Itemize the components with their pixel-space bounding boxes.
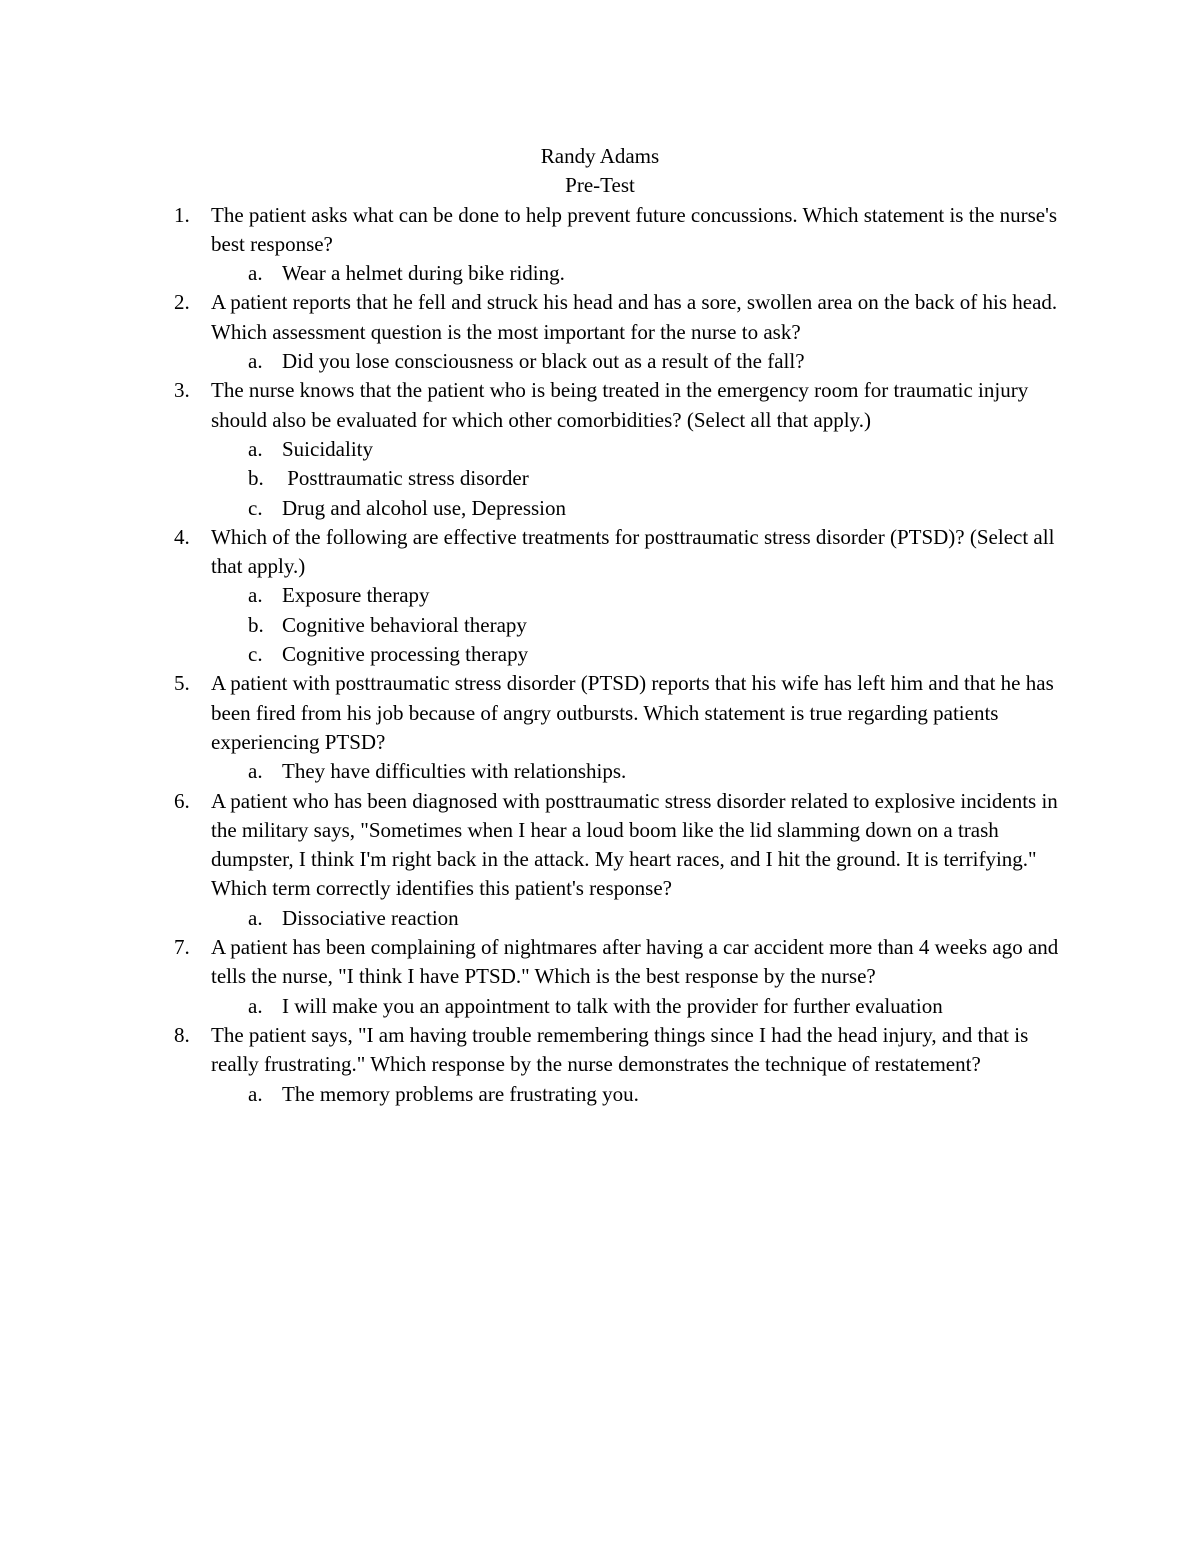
answer-item [0, 757, 1200, 786]
answer-text: Wear a helmet during bike riding. [282, 261, 565, 286]
answer-letter: a. [248, 1081, 263, 1106]
answer-item [0, 464, 1200, 493]
answer-letter: a. [248, 759, 263, 784]
answer-item [0, 640, 1200, 669]
answer-item [0, 435, 1200, 464]
question-number: 5. [174, 671, 190, 696]
answer-letter: a. [248, 993, 263, 1018]
answer-item [0, 259, 1200, 288]
answer-list [0, 435, 1200, 523]
question-text: A patient has been complaining of nightmares after having a car accident more than 4 weeks ago and tells the nurse, "I think I have PTSD." Which is the best response by the nurse? [211, 935, 1059, 989]
question-item [0, 523, 1200, 669]
question-list [0, 201, 1200, 1109]
question-item [0, 787, 1200, 933]
question-number: 1. [174, 202, 190, 227]
answer-list [0, 259, 1200, 288]
question-number: 3. [174, 378, 190, 403]
question-text: A patient with posttraumatic stress disorder (PTSD) reports that his wife has left him and that he has been fired from his job because of angry outbursts. Which statement is true regarding patients experiencing PTSD? [211, 671, 1054, 754]
question-number: 4. [174, 524, 190, 549]
answer-item [0, 904, 1200, 933]
question-number: 8. [174, 1022, 190, 1047]
answer-item [0, 581, 1200, 610]
answer-letter: a. [248, 905, 263, 930]
answer-text: Did you lose consciousness or black out as a result of the fall? [282, 349, 805, 374]
question-text: The patient asks what can be done to help prevent future concussions. Which statement is the nurse's best response? [211, 202, 1058, 256]
answer-letter: c. [248, 642, 263, 667]
answer-text: Cognitive processing therapy [282, 642, 529, 667]
question-item [0, 1021, 1200, 1109]
author-name: Randy Adams [540, 144, 660, 168]
answer-item [0, 1080, 1200, 1109]
question-item [0, 933, 1200, 1021]
answer-letter: c. [248, 495, 263, 520]
answer-list [0, 1080, 1200, 1109]
answer-text: Drug and alcohol use, Depression [282, 495, 567, 520]
answer-list [0, 904, 1200, 933]
answer-text: Suicidality [282, 436, 373, 461]
answer-text: Exposure therapy [282, 583, 430, 608]
answer-letter: a. [248, 261, 263, 286]
answer-list [0, 581, 1200, 669]
answer-list [0, 347, 1200, 376]
answer-text: Dissociative reaction [282, 905, 459, 930]
answer-list [0, 757, 1200, 786]
answer-text: Cognitive behavioral therapy [282, 612, 527, 637]
answer-letter: a. [248, 349, 263, 374]
question-number: 7. [174, 935, 190, 960]
question-number: 6. [174, 788, 190, 813]
answer-item [0, 494, 1200, 523]
question-text: Which of the following are effective treatments for posttraumatic stress disorder (PTSD)? (Select all that apply.) [211, 524, 1055, 579]
answer-text: They have difficulties with relationships. [282, 759, 627, 784]
question-text: The patient says, "I am having trouble remembering things since I had the head injury, and that is really frustrating." Which response by the nurse demonstrates the technique of restatement? [211, 1022, 1029, 1077]
question-item [0, 669, 1200, 786]
question-text: A patient reports that he fell and struck his head and has a sore, swollen area on the back of his head. Which assessment question is the most important for the nurse to ask? [211, 290, 1058, 344]
answer-text: The memory problems are frustrating you. [282, 1081, 639, 1106]
question-text: A patient who has been diagnosed with posttraumatic stress disorder related to explosive incidents in the military says, "Sometimes when I hear a loud boom like the lid slamming down on a trash dumpster, I think I'm right back in the attack. My heart races, and I hit the ground. It is terrifying." Which term correctly identifies this patient's response? [211, 788, 1058, 901]
question-item [0, 288, 1200, 376]
question-item [0, 201, 1200, 289]
document-header [0, 142, 1200, 201]
answer-letter: a. [248, 583, 263, 608]
answer-item [0, 992, 1200, 1021]
document-title: Pre-Test [565, 173, 635, 198]
question-text: The nurse knows that the patient who is being treated in the emergency room for traumatic injury should also be evaluated for which other comorbidities? (Select all that apply.) [211, 378, 1029, 432]
answer-list [0, 992, 1200, 1021]
question-item [0, 376, 1200, 522]
answer-letter: b. [248, 612, 264, 637]
answer-item [0, 611, 1200, 640]
answer-text: Posttraumatic stress disorder [282, 466, 529, 491]
answer-letter: a. [248, 436, 263, 461]
answer-letter: b. [248, 466, 264, 491]
question-number: 2. [174, 290, 190, 315]
answer-item [0, 347, 1200, 376]
answer-text: I will make you an appointment to talk with the provider for further evaluation [282, 993, 943, 1018]
